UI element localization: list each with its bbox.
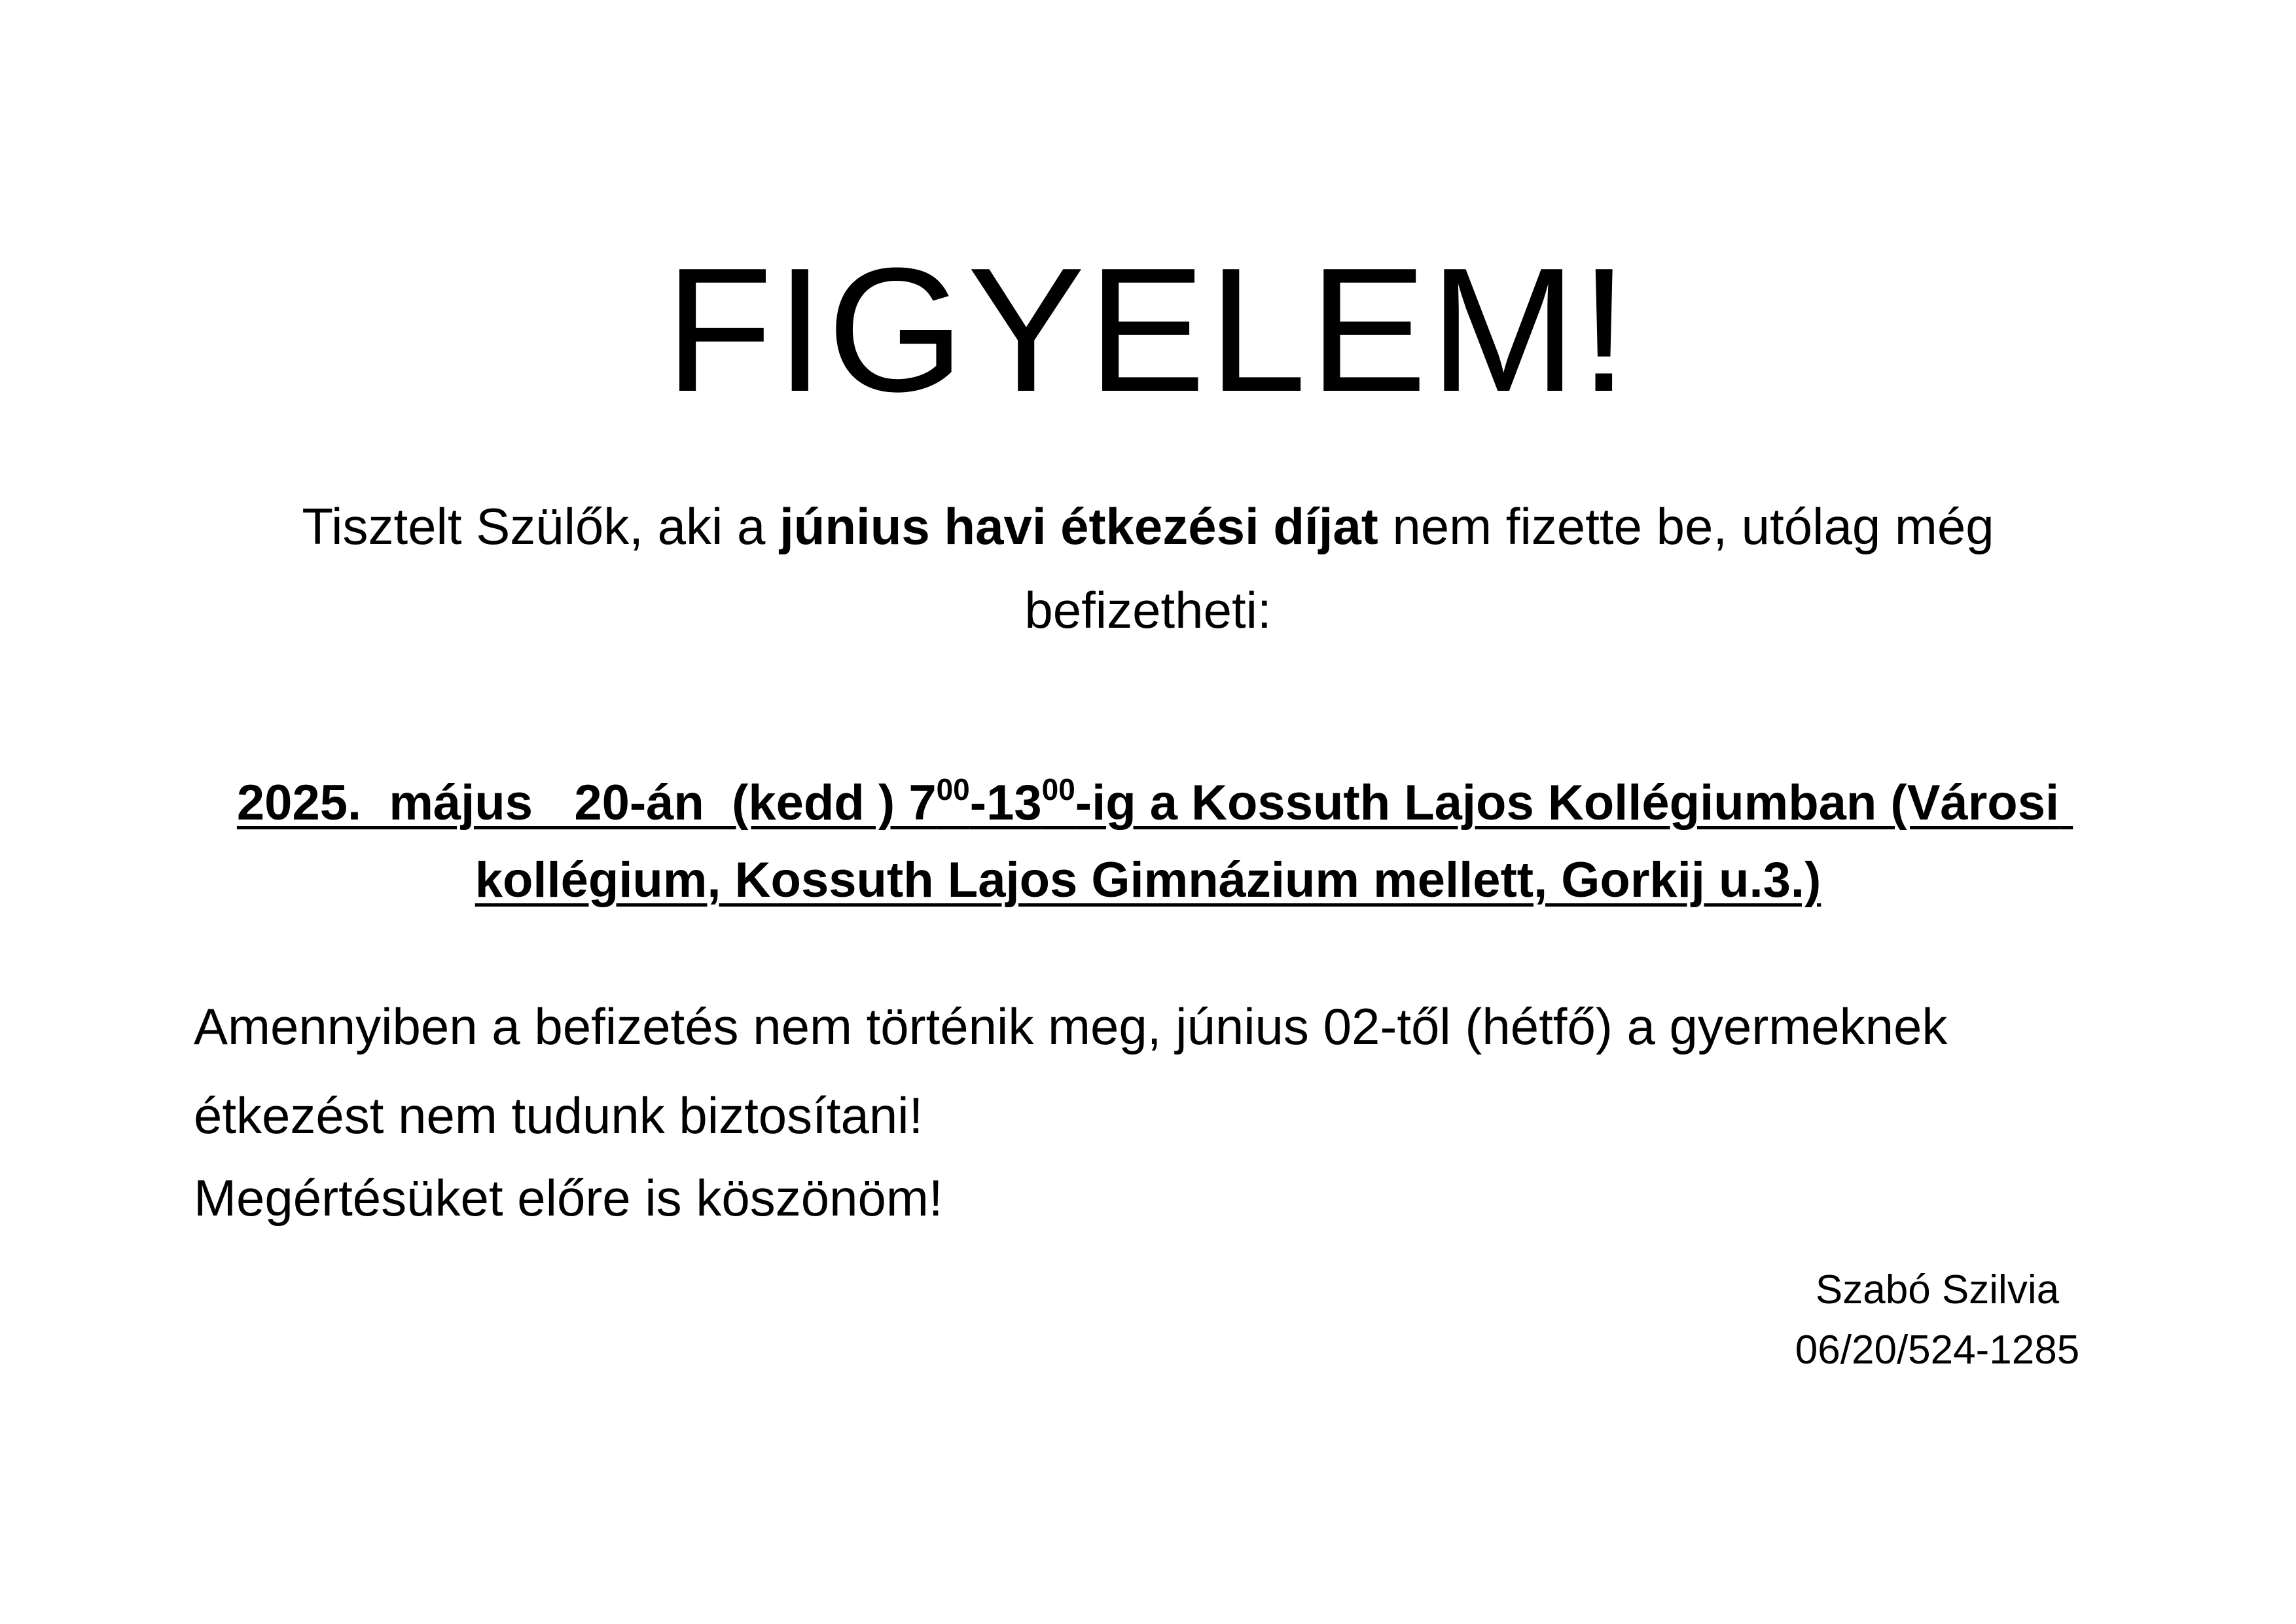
schedule-start-minutes: 00 <box>936 772 970 806</box>
schedule-end-minutes: 00 <box>1041 772 1075 806</box>
payment-schedule <box>190 765 2106 919</box>
schedule-end-hour: -13 <box>969 775 1042 831</box>
thanks-line: Megértésüket előre is köszönöm! <box>194 1169 943 1227</box>
signature-name: Szabó Szilvia <box>1815 1267 2060 1312</box>
signature-block <box>1741 1260 2134 1380</box>
intro-bold-fee: június havi étkezési díjat <box>780 497 1378 555</box>
intro-paragraph <box>196 484 2100 652</box>
intro-text-start: Tisztelt Szülők, aki a <box>302 497 780 555</box>
warning-notice: Amennyiben a befizetés nem történik meg, június 02-től (hétfő) a gyermeknek étkezést nem tudunk biztosítani! <box>194 998 1948 1144</box>
intro-text-end: nem fizette be, utólag még befizetheti: <box>1024 497 1994 639</box>
page-title: FIGYELEM! <box>664 232 1632 429</box>
schedule-date: 2025. május 20-án (kedd ) 7 <box>236 775 937 831</box>
schedule-location: -ig a Kossuth Lajos Kollégiumban (Városi kollégium, Kossuth Lajos Gimnázium mellett, Gorkij u.3.) <box>475 775 2073 908</box>
signature-phone: 06/20/524-1285 <box>1795 1327 2080 1373</box>
